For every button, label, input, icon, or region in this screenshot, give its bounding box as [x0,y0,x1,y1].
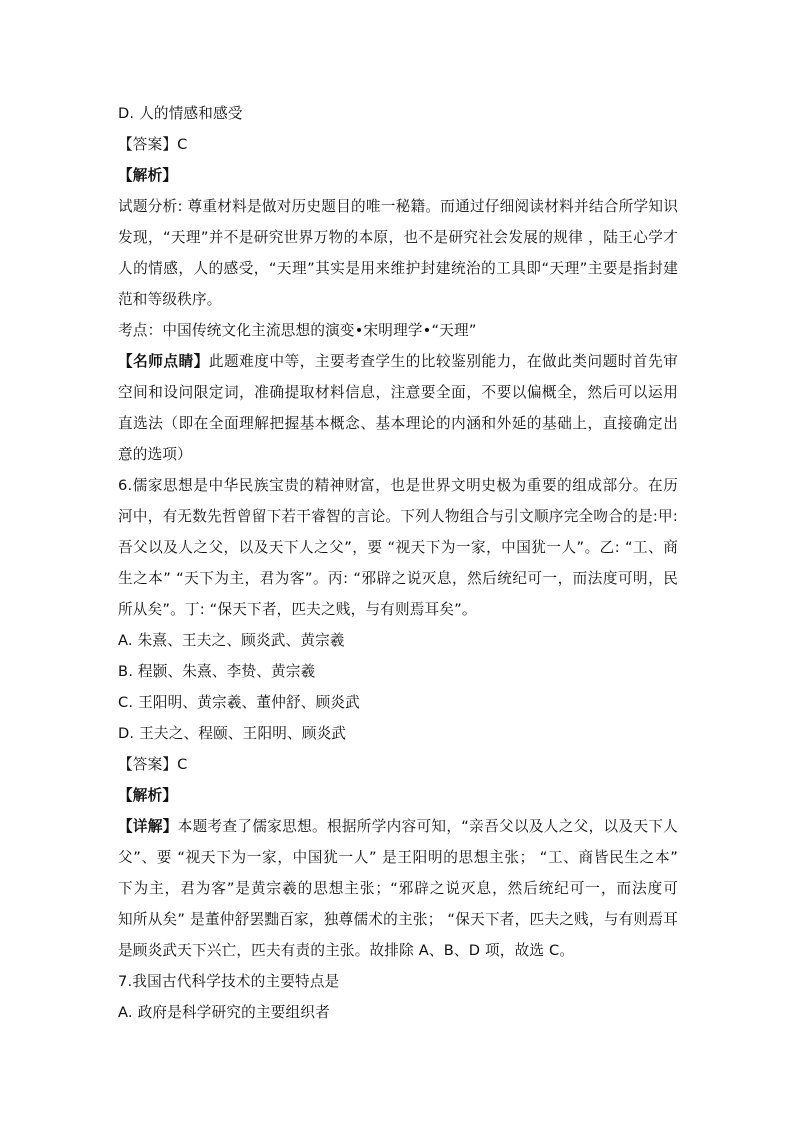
q7-option-a: A. 政府是科学研究的主要组织者 [118,1004,330,1021]
q6-detail-line: 父”、要 “视天下为一家，中国犹一人” 是王阳明的思想主张； “工、商皆民生之本” [118,849,678,866]
q5-tip-label: 【名师点睛】 [118,353,209,370]
q5-analysis-line: 范和等级秩序。 [118,291,222,308]
q6-stem [118,470,678,625]
q5-kaodian: 考点：中国传统文化主流思想的演变•宋明理学•“天理” [118,322,477,339]
q6-stem-line: 6.儒家思想是中华民族宝贵的精神财富，也是世界文明史极为重要的组成部分。在历 [118,477,678,494]
q5-tip-line [118,346,678,377]
q6-option-d: D. 王夫之、程颐、王阳明、顾炎武 [118,725,347,742]
q6-detail-line: 知所从矣” 是董仲舒罢黜百家，独尊儒术的主张； “保天下者，匹夫之贱，与有则焉耳 [118,911,678,928]
q5-answer: 【答案】C [118,136,188,153]
q6-stem-line: 所从矣”。丁: “保天下者，匹夫之贱，与有则焉耳矣”。 [118,601,477,618]
q7-stem: 7.我国古代科学技术的主要特点是 [118,973,340,990]
q5-option-d: D. 人的情感和感受 [118,105,243,122]
q5-tip [118,346,678,470]
q6-stem-line: 生之本” “天下为主，君为客”。丙: “邪辟之说灭息，然后统纪可一，而法度可明，民 [118,570,678,587]
q6-stem-line: 吾父以及人之父，以及天下人之父”，要 “视天下为一家，中国犹一人”。乙: “工、商 [118,539,678,556]
q5-tip-line: 空间和设问限定词，准确提取材料信息，注意要全面，不要以偏概全，然后可以运用 [118,384,678,401]
q5-analysis-label: 【解析】 [118,167,178,184]
q6-detail-label: 【详解】 [118,818,178,835]
q6-detail-line: 是顾炎武天下兴亡，匹夫有责的主张。故排除 A、B、D 项，故选 C。 [118,942,575,959]
q6-option-a: A. 朱熹、王夫之、顾炎武、黄宗羲 [118,632,345,649]
q6-option-c: C. 王阳明、黄宗羲、董仲舒、顾炎武 [118,694,360,711]
q6-detail-line [118,811,678,842]
q5-tip-line: 直选法（即在全面理解把握基本概念、基本理论的内涵和外延的基础上，直接确定出 [118,415,678,432]
q5-tip-text: 此题难度中等，主要考查学生的比较鉴别能力，在做此类问题时首先审 [208,353,678,370]
q5-analysis-line: 试题分析: 尊重材料是做对历史题目的唯一秘籍。而通过仔细阅读材料并结合所学知识 [118,198,678,215]
q6-detail [118,811,678,966]
q6-detail-line: 下为主，君为客”是黄宗羲的思想主张；“邪辟之说灭息，然后统纪可一，而法度可 [118,880,678,897]
q6-stem-line: 河中，有无数先哲曾留下若干睿智的言论。下列人物组合与引文顺序完全吻合的是:甲: [118,508,678,525]
q6-analysis-label: 【解析】 [118,787,178,804]
document-page [118,98,678,1028]
q6-answer: 【答案】C [118,756,188,773]
q5-analysis [118,191,678,315]
q5-analysis-line: 发现，“天理”并不是研究世界万物的本原，也不是研究社会发展的规律 ，陆王心学才 [118,229,678,246]
q6-option-b: B. 程颢、朱熹、李贽、黄宗羲 [118,663,316,680]
q5-analysis-line: 人的情感，人的感受，“天理”其实是用来维护封建统治的工具即“天理”主要是指封建 [118,260,678,277]
q5-tip-line: 意的选项） [118,446,192,463]
q6-detail-text: 本题考查了儒家思想。根据所学内容可知，“亲吾父以及人之父，以及天下人 [177,818,678,835]
